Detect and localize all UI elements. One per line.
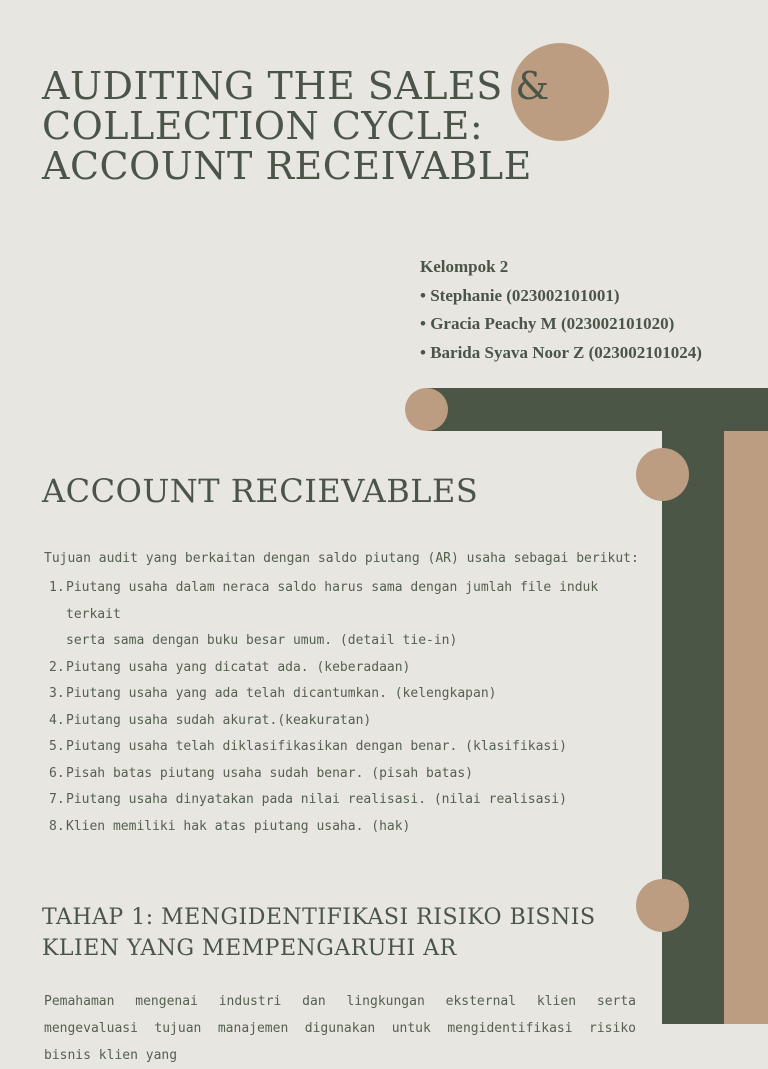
list-number: 1.	[49, 580, 65, 595]
list-item	[44, 655, 644, 682]
group-member: • Barida Syava Noor Z (023002101024)	[420, 339, 760, 368]
list-number: 5.	[49, 739, 65, 754]
list-item-text: Piutang usaha yang ada telah dicantumkan. (kelengkapan)	[66, 686, 497, 701]
list-item-text: Piutang usaha dalam neraca saldo harus sama dengan jumlah file induk terkait	[66, 580, 599, 622]
list-item-text: Piutang usaha yang dicatat ada. (keberadaan)	[66, 659, 411, 675]
list-item	[44, 734, 644, 761]
decorative-bar-vertical-tan	[724, 431, 768, 1024]
section-intro: Tujuan audit yang berkaitan dengan saldo piutang (AR) usaha sebagai berikut:	[44, 551, 639, 566]
section-heading-tahap-1	[42, 902, 602, 964]
list-item-text: Piutang usaha sudah akurat.(keakuratan)	[66, 712, 372, 728]
list-item	[44, 787, 644, 814]
list-item	[44, 814, 644, 841]
title-line: AUDITING THE SALES &	[42, 64, 550, 108]
list-number: 7.	[49, 792, 65, 807]
list-item-text: Piutang usaha dinyatakan pada nilai realisasi. (nilai realisasi)	[66, 792, 567, 807]
decorative-circle-bar-end	[405, 388, 448, 431]
decorative-circle-bottom	[636, 879, 689, 932]
section-paragraph: Pemahaman mengenai industri dan lingkungan eksternal klien serta mengevaluasi tujuan manajemen digunakan untuk mengidentifikasi risiko bisnis klien yang	[44, 994, 636, 1063]
heading-line: KLIEN YANG MEMPENGARUHI AR	[42, 936, 457, 961]
heading-line: TAHAP 1: MENGIDENTIFIKASI RISIKO BISNIS	[42, 905, 596, 930]
list-item-text: Pisah batas piutang usaha sudah benar. (pisah batas)	[66, 765, 473, 781]
audit-objectives-list	[44, 575, 644, 840]
list-number: 8.	[49, 818, 65, 834]
group-member: • Stephanie (023002101001)	[420, 282, 760, 311]
list-number: 6.	[49, 765, 65, 781]
list-item-text: serta sama dengan buku besar umum. (detail tie-in)	[66, 633, 458, 648]
page-title	[42, 66, 562, 186]
decorative-bar-vertical-green	[662, 431, 724, 1024]
group-name: Kelompok 2	[420, 257, 509, 276]
group-info	[420, 253, 760, 367]
list-item	[44, 761, 644, 788]
list-item	[44, 575, 644, 655]
group-member: • Gracia Peachy M (023002101020)	[420, 310, 760, 339]
list-item	[44, 708, 644, 735]
title-line: ACCOUNT RECEIVABLE	[42, 144, 532, 188]
list-number: 2.	[49, 659, 65, 675]
list-item	[44, 681, 644, 708]
list-number: 4.	[49, 712, 65, 728]
title-line: COLLECTION CYCLE:	[42, 104, 484, 148]
list-number: 3.	[49, 686, 65, 701]
section-heading-account-receivables: ACCOUNT RECIEVABLES	[42, 472, 479, 510]
decorative-bar-horizontal	[426, 388, 768, 431]
list-item-text: Klien memiliki hak atas piutang usaha. (hak)	[66, 818, 411, 834]
decorative-circle-mid	[636, 448, 689, 501]
list-item-text: Piutang usaha telah diklasifikasikan dengan benar. (klasifikasi)	[66, 739, 567, 754]
